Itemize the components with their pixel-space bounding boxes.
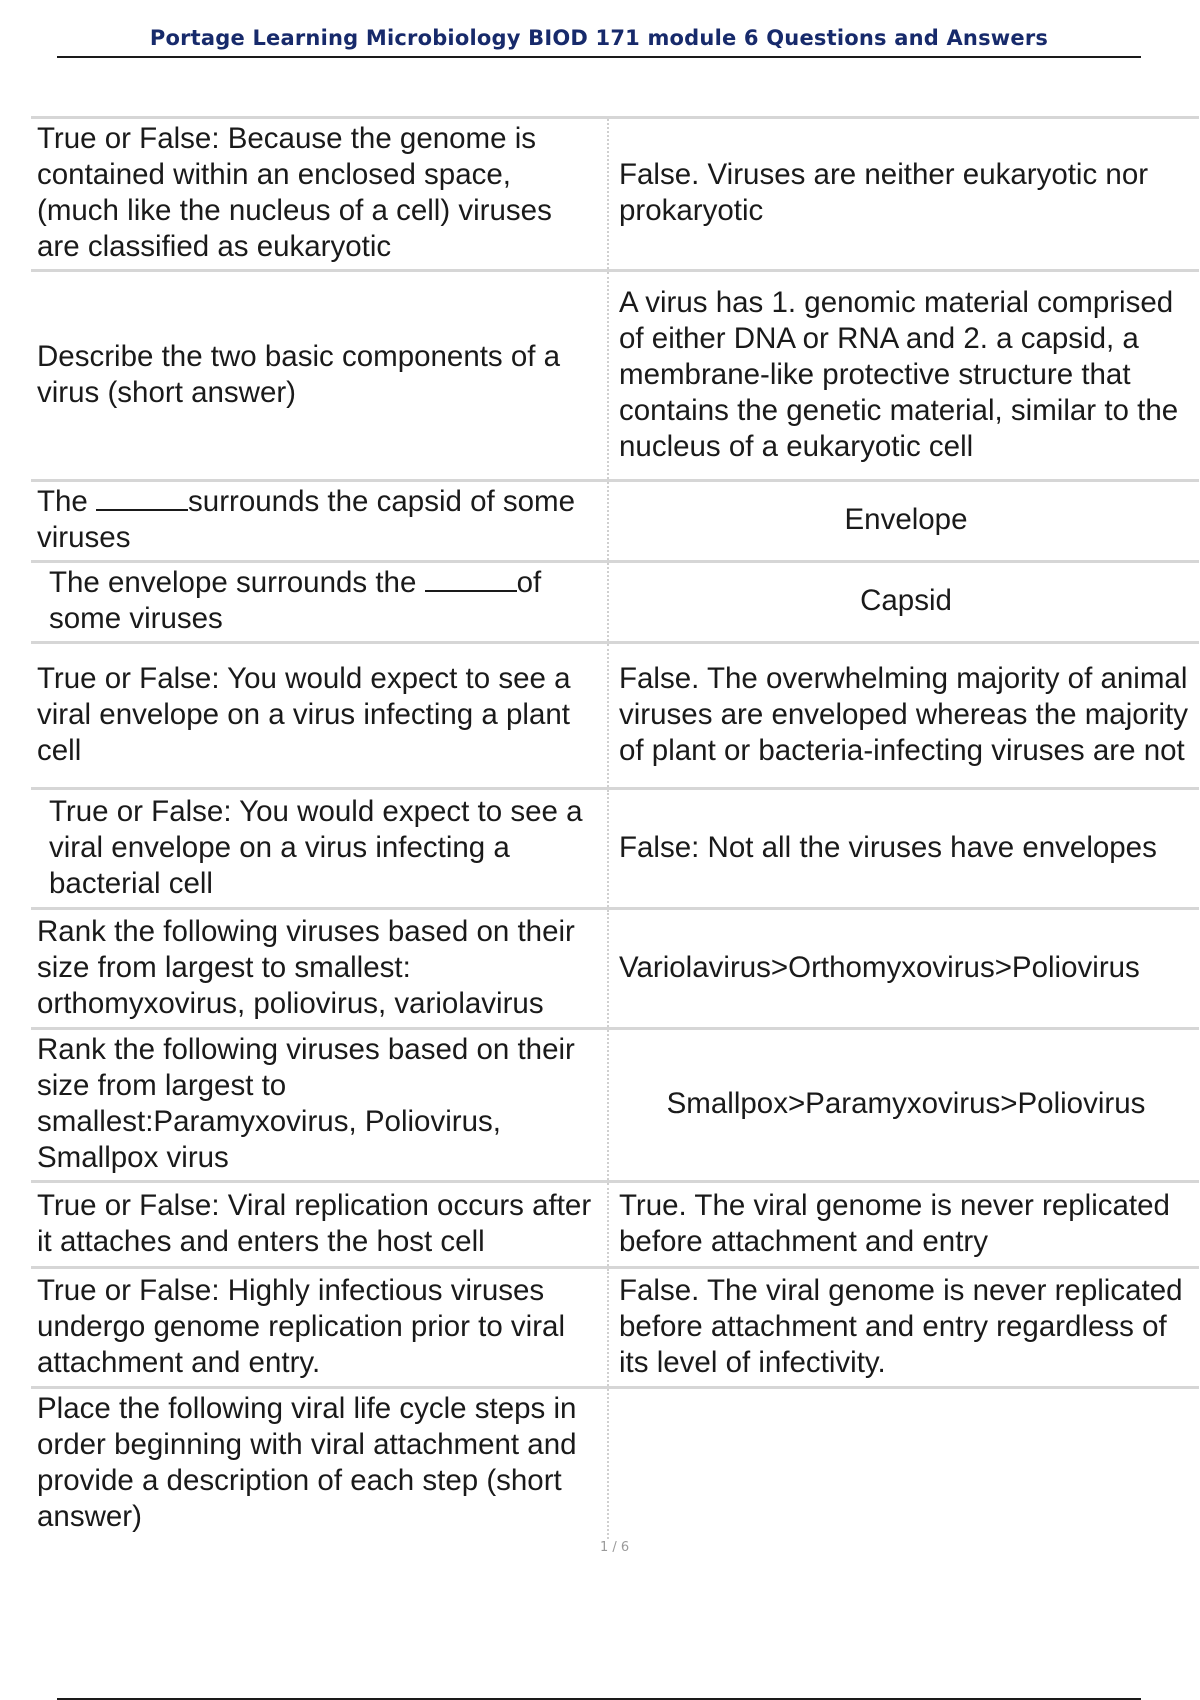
question-cell: True or False: Viral replication occurs after it attaches and enters the host cell: [31, 1182, 608, 1268]
answer-cell: Smallpox>Paramyxovirus>Poliovirus: [666, 1087, 1146, 1120]
answer-cell: [608, 1388, 1199, 1540]
answer-cell: Variolavirus>Orthomyxovirus>Poliovirus: [619, 950, 1140, 984]
answer-cell: False. Viruses are neither eukaryotic nor prokaryotic: [619, 158, 1149, 227]
question-cell: [31, 481, 608, 562]
table-row: [31, 1388, 1199, 1540]
answer-cell: False. The viral genome is never replicated before attachment and entry regardless of its level of infectivity.: [619, 1273, 1183, 1379]
answer-cell: Envelope: [844, 503, 968, 536]
question-cell: Describe the two basic components of a virus (short answer): [31, 271, 608, 481]
answer-cell: A virus has 1. genomic material comprised of either DNA or RNA and 2. a capsid, a membrane-like protective structure that contains the genetic material, similar to the nucleus of a eukaryotic cell: [619, 285, 1179, 463]
answer-cell: False. The overwhelming majority of animal viruses are enveloped whereas the majority of plant or bacteria-infecting viruses are not: [619, 661, 1188, 767]
question-cell: Place the following viral life cycle steps in order beginning with viral attachment and provide a description of each step (short answer): [31, 1388, 608, 1540]
table-row: [31, 1029, 1199, 1182]
question-cell: Rank the following viruses based on their size from largest to smallest:Paramyxovirus, Poliovirus, Smallpox virus: [31, 1029, 608, 1182]
table-row: [31, 481, 1199, 562]
question-cell: [31, 562, 608, 643]
table-row: [31, 909, 1199, 1029]
answer-cell: Capsid: [860, 584, 952, 617]
page-number: 1 / 6: [600, 1540, 630, 1555]
question-cell: Rank the following viruses based on their size from largest to smallest: orthomyxovirus, poliovirus, variolavirus: [31, 909, 608, 1029]
question-text-after: of some viruses: [49, 566, 542, 635]
page-title: Portage Learning Microbiology BIOD 171 module 6 Questions and Answers: [57, 26, 1141, 58]
question-text-before: The: [37, 485, 88, 518]
table-row: [31, 1182, 1199, 1268]
table-row: [31, 789, 1199, 909]
table-row: [31, 271, 1199, 481]
question-text-before: The envelope surrounds the: [49, 566, 417, 599]
fill-in-blank: [425, 568, 517, 592]
answer-cell: True. The viral genome is never replicated before attachment and entry: [619, 1188, 1170, 1258]
table-row: [31, 562, 1199, 643]
qa-table: [31, 116, 1199, 1539]
table-row: [31, 643, 1199, 789]
question-cell: True or False: Because the genome is contained within an enclosed space, (much like the nucleus of a cell) viruses are classified as eukaryotic: [31, 118, 608, 271]
question-cell: True or False: You would expect to see a viral envelope on a virus infecting a plant cell: [31, 643, 608, 789]
answer-cell: False: Not all the viruses have envelopes: [619, 830, 1157, 864]
question-cell: True or False: Highly infectious viruses undergo genome replication prior to viral attachment and entry.: [31, 1268, 608, 1388]
table-row: [31, 1268, 1199, 1388]
table-row: [31, 118, 1199, 271]
fill-in-blank: [96, 487, 188, 511]
question-cell: True or False: You would expect to see a viral envelope on a virus infecting a bacterial cell: [31, 789, 608, 909]
question-text-after: surrounds the capsid of some viruses: [37, 485, 576, 554]
